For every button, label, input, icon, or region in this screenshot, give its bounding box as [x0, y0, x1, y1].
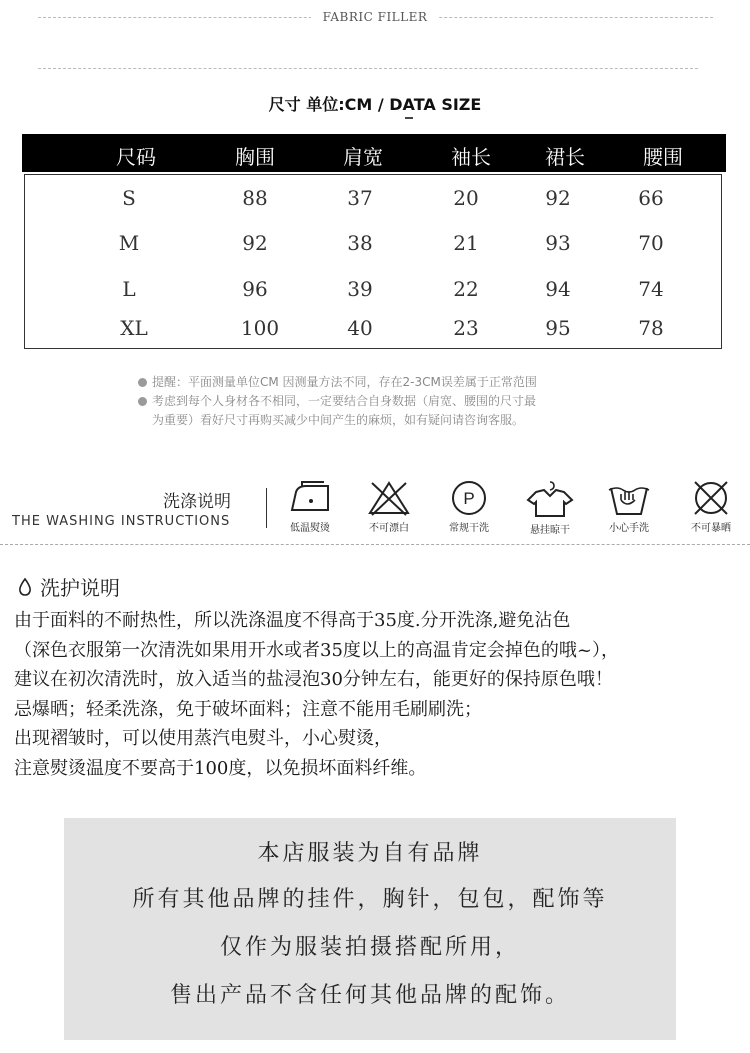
- brand-notice: [64, 818, 676, 1040]
- care-line: 注意熨烫温度不要高于100度，以免损坏面料纤维。: [14, 757, 427, 779]
- washing-divider: [266, 488, 267, 528]
- table-cell: 39: [347, 277, 373, 301]
- care-label: 悬挂晾干: [530, 525, 570, 536]
- care-label: 低温熨烫: [290, 523, 330, 534]
- care-line: 建议在初次清洗时，放入适当的盐浸泡30分钟左右，能更好的保持原色哦！: [14, 669, 613, 690]
- table-cell: 38: [347, 231, 373, 255]
- table-cell: 20: [453, 186, 479, 210]
- bullet-icon: [138, 378, 147, 387]
- note-item: [138, 392, 638, 411]
- table-cell: 74: [638, 277, 664, 301]
- care-line: 忌爆晒；轻柔洗涤，免于破坏面料；注意不能用毛刷刷洗；: [14, 698, 482, 720]
- care-symbol: [594, 480, 664, 534]
- section-divider: [0, 544, 750, 545]
- care-label: 不可暴晒: [691, 523, 731, 534]
- table-cell: XL: [120, 316, 148, 340]
- table-cell: 88: [242, 186, 268, 210]
- note-text: 考虑到每个人身材各不相同，一定要结合自身数据（肩宽、腰围的尺寸最: [152, 394, 537, 408]
- col-sleeve: 袖长: [451, 145, 491, 169]
- care-line: 出现褶皱时，可以使用蒸汽电熨斗，小心熨烫，: [14, 728, 392, 749]
- no-bleach-icon: [367, 480, 411, 516]
- hand-wash-icon: [605, 480, 653, 516]
- col-bust: 胸围: [235, 145, 275, 169]
- note-item-continued: [138, 411, 638, 430]
- table-cell: 22: [453, 277, 479, 301]
- brand-line: 仅作为服装拍摄搭配所用，: [219, 935, 520, 960]
- table-cell: S: [122, 186, 136, 210]
- note-item: [138, 373, 638, 392]
- measurement-notes: [138, 373, 638, 430]
- washing-title-en: THE WASHING INSTRUCTIONS: [12, 514, 231, 529]
- table-cell: 94: [545, 277, 571, 301]
- care-symbol: [676, 480, 746, 534]
- heading-underline: [405, 117, 413, 119]
- care-title-text: 洗护说明: [40, 576, 120, 600]
- care-label: 常规干洗: [449, 523, 489, 534]
- brand-line: 本店服装为自有品牌: [257, 841, 483, 866]
- note-text: 提醒：平面测量单位CM 因测量方法不同，存在2-3CM误差属于正常范围: [152, 375, 537, 389]
- table-cell: 37: [347, 186, 373, 210]
- table-cell: 100: [240, 316, 280, 340]
- table-cell: 40: [347, 316, 373, 340]
- fabric-header: [0, 0, 750, 80]
- care-symbol: [354, 480, 424, 534]
- size-heading: 尺寸 单位:CM / DATA SIZE: [268, 95, 482, 114]
- fabric-title: FABRIC FILLER: [0, 10, 750, 24]
- care-label: 不可漂白: [369, 523, 409, 534]
- table-cell: L: [122, 277, 136, 301]
- table-cell: 96: [242, 277, 268, 301]
- low-temp-iron-icon: [284, 480, 336, 516]
- bullet-icon: [138, 397, 147, 406]
- water-drop-icon: [18, 577, 32, 597]
- size-table-body: [24, 174, 722, 349]
- table-cell: 21: [453, 231, 479, 255]
- note-text: 为重要）看好尺寸再购买减少中间产生的麻烦，如有疑问请咨询客服。: [152, 413, 525, 427]
- care-line: 由于面料的不耐热性，所以洗涤温度不得高于35度.分开洗涤,避免沾色: [14, 610, 571, 631]
- table-cell: 92: [242, 231, 268, 255]
- header-dashed-line-bottom: [38, 68, 698, 69]
- care-instructions: [14, 606, 744, 783]
- table-cell: 66: [638, 186, 664, 210]
- col-waist: 腰围: [643, 145, 683, 169]
- washing-title-cn: 洗涤说明: [163, 492, 231, 512]
- col-shoulder: 肩宽: [343, 145, 383, 169]
- table-cell: 78: [638, 316, 664, 340]
- care-label: 小心手洗: [609, 523, 649, 534]
- care-symbol: [515, 480, 585, 536]
- svg-text:P: P: [463, 489, 475, 508]
- no-tumble-dry-icon: [691, 480, 731, 516]
- table-cell: 92: [545, 186, 571, 210]
- care-symbol: [434, 480, 504, 534]
- col-size: 尺码: [116, 145, 156, 169]
- care-title: [18, 572, 120, 601]
- table-cell: 93: [545, 231, 571, 255]
- care-symbol: [275, 480, 345, 534]
- table-cell: 95: [545, 316, 571, 340]
- table-cell: M: [118, 231, 140, 255]
- table-cell: 70: [638, 231, 664, 255]
- brand-line: 所有其他品牌的挂件，胸针，包包，配饰等: [132, 887, 608, 912]
- brand-line: 售出产品不含任何其他品牌的配饰。: [169, 983, 570, 1008]
- size-table-header: [22, 134, 726, 172]
- table-cell: 23: [453, 316, 479, 340]
- col-dress-length: 裙长: [545, 145, 585, 169]
- care-line: （深色衣服第一次清洗如果用开水或者35度以上的高温肯定会掉色的哦~），: [14, 639, 619, 661]
- hang-dry-icon: [524, 480, 576, 518]
- dry-clean-p-icon: [449, 480, 489, 516]
